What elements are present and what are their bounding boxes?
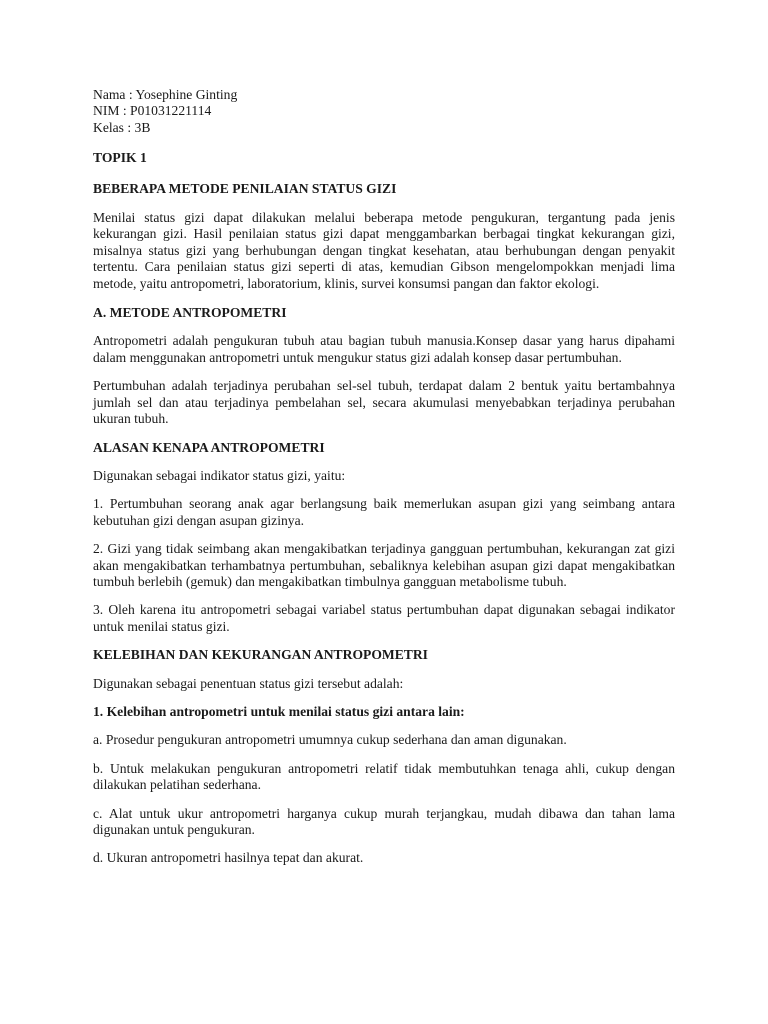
intro-paragraph: Menilai status gizi dapat dilakukan melalui beberapa metode pengukuran, tergantung pada jenis kekurangan gizi. Hasil penilaian status gizi dapat menggambarkan berbagai tingkat kekurangan gizi, misalnya status gizi yang berhubungan dengan tingkat kesehatan, atau berhubungan dengan penyakit tertentu. Cara penilaian status gizi seperti di atas, kemudian Gibson mengelompokkan menjadi lima metode, yaitu antropometri, laboratorium, klinis, survei konsumsi pangan dan faktor ekologi. — [93, 210, 675, 291]
alasan-intro: Digunakan sebagai indikator status gizi, yaitu: — [93, 467, 346, 483]
alasan-heading: ALASAN KENAPA ANTROPOMETRI — [93, 439, 325, 455]
student-class: Kelas : 3B — [93, 119, 151, 135]
kelebihan-intro: Digunakan sebagai penentuan status gizi tersebut adalah: — [93, 675, 404, 691]
section-a-paragraph-2: Pertumbuhan adalah terjadinya perubahan sel-sel tubuh, terdapat dalam 2 bentuk yaitu bertambahnya jumlah sel dan atau terjadinya pembelahan sel, secara akumulasi menyebabkan terjadinya perubahan ukuran tubuh. — [93, 378, 675, 427]
section-a-heading: A. METODE ANTROPOMETRI — [93, 305, 287, 321]
kelebihan-heading: KELEBIHAN DAN KEKURANGAN ANTROPOMETRI — [93, 647, 428, 663]
student-name: Nama : Yosephine Ginting — [93, 87, 238, 102]
alasan-item-1: 1. Pertumbuhan seorang anak agar berlangsung baik memerlukan asupan gizi yang seimbang antara kebutuhan gizi dengan asupan gizinya. — [93, 496, 675, 528]
kelebihan-item-c: c. Alat untuk ukur antropometri harganya cukup murah terjangkau, mudah dibawa dan tahan lama digunakan untuk pengukuran. — [93, 805, 675, 837]
alasan-item-2: 2. Gizi yang tidak seimbang akan mengakibatkan terjadinya gangguan pertumbuhan, kekurangan zat gizi akan mengakibatkan terhambatnya pertumbuhan, sebaliknya kelebihan asupan gizi dapat mengakibatkan tumbuh berlebih (gemuk) dan mengakibatkan timbulnya gangguan metabolisme tubuh. — [93, 541, 675, 589]
document-title: BEBERAPA METODE PENILAIAN STATUS GIZI — [93, 180, 397, 196]
kelebihan-item-a: a. Prosedur pengukuran antropometri umumnya cukup sederhana dan aman digunakan. — [93, 732, 567, 748]
kelebihan-item-b: b. Untuk melakukan pengukuran antropometri relatif tidak membutuhkan tenaga ahli, cukup dengan dilakukan pelatihan sederhana. — [93, 760, 675, 793]
alasan-item-3: 3. Oleh karena itu antropometri sebagai variabel status pertumbuhan dapat digunakan sebagai indikator untuk menilai status gizi. — [93, 602, 675, 634]
student-nim: NIM : P01031221114 — [93, 103, 212, 119]
section-a-paragraph-1: Antropometri adalah pengukuran tubuh atau bagian tubuh manusia.Konsep dasar yang harus dipahami dalam menggunakan antropometri untuk mengukur status gizi adalah konsep dasar pertumbuhan. — [93, 333, 675, 365]
kelebihan-subheading: 1. Kelebihan antropometri untuk menilai status gizi antara lain: — [93, 703, 465, 719]
kelebihan-item-d: d. Ukuran antropometri hasilnya tepat dan akurat. — [93, 850, 364, 866]
document-page — [93, 87, 675, 867]
topic-label: TOPIK 1 — [93, 150, 147, 166]
